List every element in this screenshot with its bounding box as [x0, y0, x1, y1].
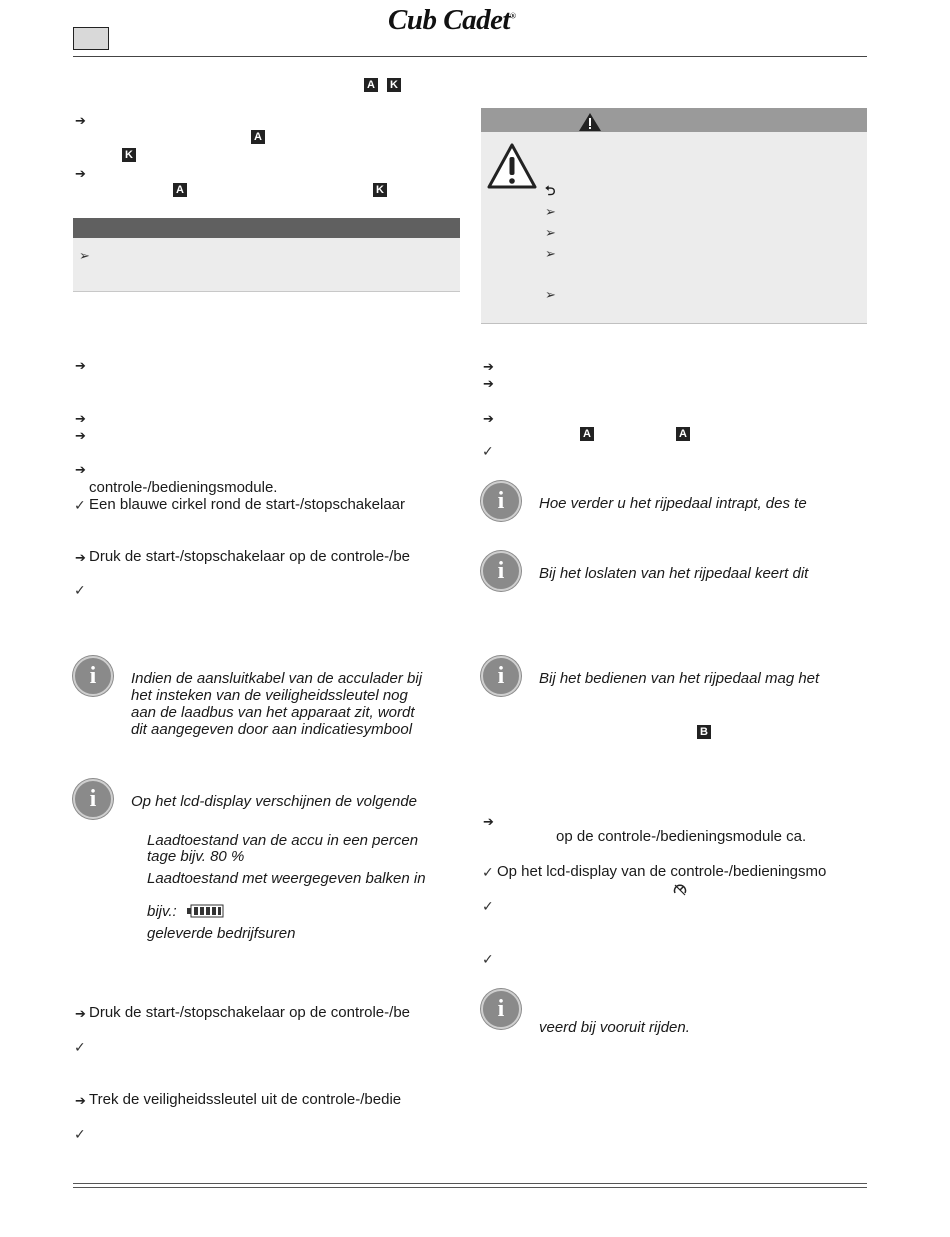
warning-icon: [578, 112, 602, 132]
figure-tag-k: K: [122, 148, 136, 162]
chevron-icon: ➢: [545, 287, 556, 302]
page-number-box: [73, 27, 109, 50]
battery-icon: [187, 904, 225, 918]
figure-tag-k: K: [373, 183, 387, 197]
info-icon: i: [73, 779, 113, 819]
figure-tag-a: A: [364, 78, 378, 92]
info-charger-note: Indien de aansluitkabel van de acculader bij het insteken van de veiligheidssleutel nog aan de laadbus van het apparaat zit, wordt dit aangegeven door aan indicatiesymbool: [131, 670, 423, 738]
info-pedal-note-2: Bij het loslaten van het rijpedaal keert dit: [539, 565, 809, 582]
warning-triangle-icon: [486, 142, 538, 190]
arrow-icon: ➔: [75, 550, 86, 565]
info-icon: i: [481, 989, 521, 1029]
module-approx-text: op de controle-/bedieningsmodule ca.: [556, 828, 807, 845]
chevron-icon: ➢: [545, 204, 556, 219]
figure-tag-b: B: [697, 725, 711, 739]
forward-drive-note: veerd bij vooruit rijden.: [539, 1019, 690, 1036]
check-icon: ✓: [482, 898, 494, 914]
return-arrow-icon: ⮌: [545, 183, 556, 198]
operating-hours-text: geleverde bedrijfsuren: [147, 925, 296, 942]
info-icon: i: [481, 481, 521, 521]
speed-limit-icon: [673, 883, 687, 896]
figure-tag-a: A: [173, 183, 187, 197]
warning-box: [481, 132, 867, 324]
start-stop-instruction-2: Druk de start-/stopschakelaar op de controle-/be: [89, 1004, 410, 1021]
check-icon: ✓: [74, 1039, 86, 1055]
arrow-icon: ➔: [75, 428, 86, 443]
info-icon: i: [481, 551, 521, 591]
charge-percent-text: Laadtoestand van de accu in een percen: [147, 832, 419, 849]
info-icon: i: [73, 656, 113, 696]
figure-tag-a: A: [676, 427, 690, 441]
brand-logo: Cub Cadet®: [388, 4, 516, 36]
warning-box-header: [481, 108, 867, 132]
arrow-icon: ➔: [483, 411, 494, 426]
check-icon: ✓: [482, 951, 494, 967]
arrow-icon: ➔: [75, 113, 86, 128]
arrow-icon: ➔: [75, 1093, 86, 1108]
chevron-icon: ➢: [545, 246, 556, 261]
chevron-icon: ➢: [545, 225, 556, 240]
module-text: controle-/bedieningsmodule.: [89, 479, 278, 496]
arrow-icon: ➔: [483, 359, 494, 374]
arrow-icon: ➔: [75, 462, 86, 477]
arrow-icon: ➔: [75, 1006, 86, 1021]
check-icon: ✓: [74, 1126, 86, 1142]
example-label: bijv.:: [147, 903, 177, 920]
arrow-icon: ➔: [75, 358, 86, 373]
start-stop-instruction: Druk de start-/stopschakelaar op de controle-/be: [89, 548, 410, 565]
header-rule: [73, 56, 867, 57]
remove-key-instruction: Trek de veiligheidssleutel uit de controle-/bedie: [89, 1091, 402, 1108]
footer-rule: [73, 1183, 867, 1184]
note-box-header: [73, 218, 460, 238]
check-icon: ✓: [74, 497, 86, 513]
note-box: [73, 238, 460, 292]
check-icon: ✓: [482, 864, 494, 880]
lcd-module-text: Op het lcd-display van de controle-/bedieningsmo: [497, 863, 827, 880]
figure-tag-k: K: [387, 78, 401, 92]
figure-tag-a: A: [580, 427, 594, 441]
check-icon: ✓: [482, 443, 494, 459]
blue-circle-text: Een blauwe cirkel rond de start-/stopschakelaar: [89, 496, 405, 513]
charge-bars-text: Laadtoestand met weergegeven balken in: [147, 870, 426, 887]
footer-rule-2: [73, 1187, 867, 1188]
arrow-icon: ➔: [483, 376, 494, 391]
info-icon: i: [481, 656, 521, 696]
info-pedal-note-1: Hoe verder u het rijpedaal intrapt, des te: [539, 495, 807, 512]
chevron-icon: ➢: [79, 248, 90, 263]
info-pedal-note-3: Bij het bedienen van het rijpedaal mag het: [539, 670, 820, 687]
arrow-icon: ➔: [483, 814, 494, 829]
arrow-icon: ➔: [75, 166, 86, 181]
check-icon: ✓: [74, 582, 86, 598]
arrow-icon: ➔: [75, 411, 86, 426]
figure-tag-a: A: [251, 130, 265, 144]
charge-percent-text-2: tage bijv. 80 %: [147, 848, 245, 865]
info-lcd-note: Op het lcd-display verschijnen de volgende: [131, 793, 418, 810]
